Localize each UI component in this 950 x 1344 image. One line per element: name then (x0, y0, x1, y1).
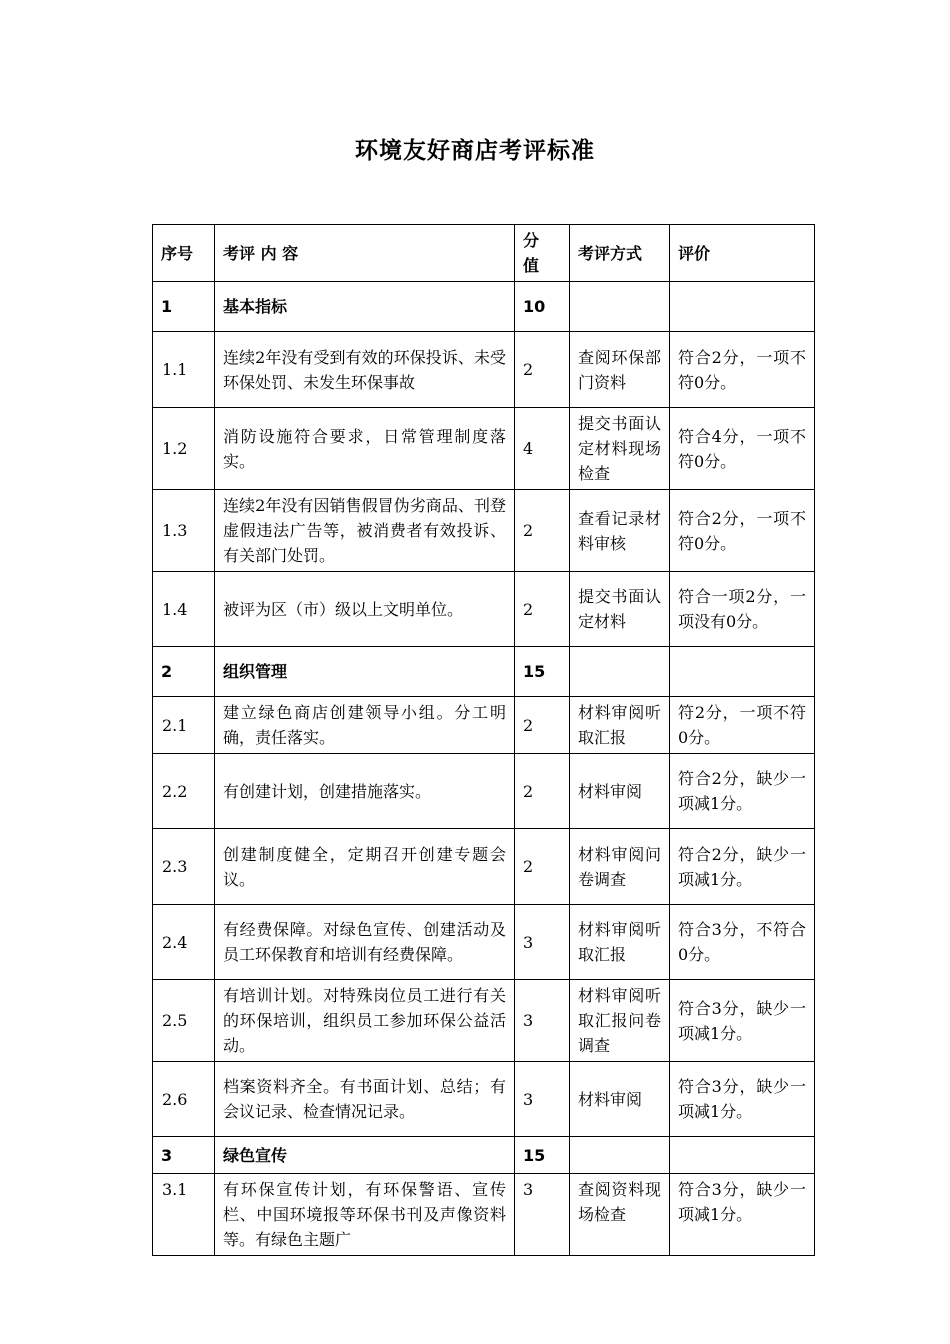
section-evaluation (670, 282, 815, 332)
item-content: 有创建计划，创建措施落实。 (215, 754, 515, 829)
header-evaluation: 评价 (670, 225, 815, 282)
section-name: 组织管理 (215, 647, 515, 697)
page-title: 环境友好商店考评标准 (355, 138, 595, 164)
item-evaluation: 符合4分，一项不符0分。 (670, 408, 815, 490)
item-method: 材料审阅听取汇报 (570, 697, 670, 754)
section-score: 15 (515, 1137, 570, 1174)
item-content: 连续2年没有因销售假冒伪劣商品、刊登虚假违法广告等，被消费者有效投诉、有关部门处罚。 (215, 490, 515, 572)
item-no: 1.2 (153, 408, 215, 490)
section-no: 2 (153, 647, 215, 697)
item-method: 材料审阅 (570, 754, 670, 829)
table-row (153, 980, 815, 1062)
item-method: 提交书面认定材料 (570, 572, 670, 647)
item-no: 3.1 (153, 1174, 215, 1256)
section-evaluation (670, 1137, 815, 1174)
item-score: 2 (515, 490, 570, 572)
item-evaluation: 符合2分，一项不符0分。 (670, 490, 815, 572)
header-content: 考评 内 容 (215, 225, 515, 282)
table-row (153, 1174, 815, 1256)
item-evaluation: 符合3分，缺少一项减1分。 (670, 1174, 815, 1256)
section-method (570, 647, 670, 697)
item-no: 2.3 (153, 829, 215, 905)
item-score: 2 (515, 754, 570, 829)
item-score: 2 (515, 572, 570, 647)
item-content: 创建制度健全，定期召开创建专题会议。 (215, 829, 515, 905)
item-content: 有环保宣传计划，有环保警语、宣传栏、中国环境报等环保书刊及声像资料等。有绿色主题广 (215, 1174, 515, 1256)
item-score: 4 (515, 408, 570, 490)
item-score: 2 (515, 829, 570, 905)
section-row (153, 282, 815, 332)
section-name: 基本指标 (215, 282, 515, 332)
item-score: 3 (515, 980, 570, 1062)
table-row (153, 829, 815, 905)
item-no: 1.4 (153, 572, 215, 647)
item-score: 2 (515, 332, 570, 408)
item-evaluation: 符合2分，缺少一项减1分。 (670, 754, 815, 829)
item-content: 有培训计划。对特殊岗位员工进行有关的环保培训，组织员工参加环保公益活动。 (215, 980, 515, 1062)
item-no: 2.1 (153, 697, 215, 754)
item-method: 查看记录材料审核 (570, 490, 670, 572)
item-evaluation: 符2分，一项不符0分。 (670, 697, 815, 754)
section-method (570, 282, 670, 332)
section-evaluation (670, 647, 815, 697)
item-score: 3 (515, 1174, 570, 1256)
item-content: 连续2年没有受到有效的环保投诉、未受环保处罚、未发生环保事故 (215, 332, 515, 408)
item-score: 2 (515, 697, 570, 754)
table-row (153, 754, 815, 829)
item-method: 材料审阅听取汇报问卷调查 (570, 980, 670, 1062)
item-no: 2.4 (153, 905, 215, 980)
header-method: 考评方式 (570, 225, 670, 282)
header-score: 分值 (515, 225, 570, 282)
section-name: 绿色宣传 (215, 1137, 515, 1174)
item-content: 建立绿色商店创建领导小组。分工明确，责任落实。 (215, 697, 515, 754)
section-no: 1 (153, 282, 215, 332)
table-row (153, 490, 815, 572)
table-row (153, 332, 815, 408)
item-method: 查阅资料现场检查 (570, 1174, 670, 1256)
evaluation-table (152, 224, 815, 1256)
table-header-row (153, 225, 815, 282)
item-evaluation: 符合2分，一项不符0分。 (670, 332, 815, 408)
section-score: 15 (515, 647, 570, 697)
table-row (153, 1062, 815, 1137)
item-evaluation: 符合2分，缺少一项减1分。 (670, 829, 815, 905)
item-content: 档案资料齐全。有书面计划、总结；有会议记录、检查情况记录。 (215, 1062, 515, 1137)
section-row (153, 1137, 815, 1174)
item-content: 被评为区（市）级以上文明单位。 (215, 572, 515, 647)
item-no: 2.5 (153, 980, 215, 1062)
item-no: 1.1 (153, 332, 215, 408)
item-method: 提交书面认定材料现场检查 (570, 408, 670, 490)
section-score: 10 (515, 282, 570, 332)
item-evaluation: 符合3分，缺少一项减1分。 (670, 1062, 815, 1137)
table-row (153, 697, 815, 754)
item-score: 3 (515, 1062, 570, 1137)
item-evaluation: 符合3分，缺少一项减1分。 (670, 980, 815, 1062)
table-row (153, 572, 815, 647)
table-row (153, 905, 815, 980)
item-method: 材料审阅问卷调查 (570, 829, 670, 905)
item-method: 材料审阅 (570, 1062, 670, 1137)
item-method: 材料审阅听取汇报 (570, 905, 670, 980)
item-no: 2.2 (153, 754, 215, 829)
table-row (153, 408, 815, 490)
section-method (570, 1137, 670, 1174)
item-content: 有经费保障。对绿色宣传、创建活动及员工环保教育和培训有经费保障。 (215, 905, 515, 980)
item-no: 1.3 (153, 490, 215, 572)
item-evaluation: 符合一项2分，一项没有0分。 (670, 572, 815, 647)
section-row (153, 647, 815, 697)
item-method: 查阅环保部门资料 (570, 332, 670, 408)
header-no: 序号 (153, 225, 215, 282)
section-no: 3 (153, 1137, 215, 1174)
item-evaluation: 符合3分，不符合0分。 (670, 905, 815, 980)
item-score: 3 (515, 905, 570, 980)
item-no: 2.6 (153, 1062, 215, 1137)
item-content: 消防设施符合要求，日常管理制度落实。 (215, 408, 515, 490)
